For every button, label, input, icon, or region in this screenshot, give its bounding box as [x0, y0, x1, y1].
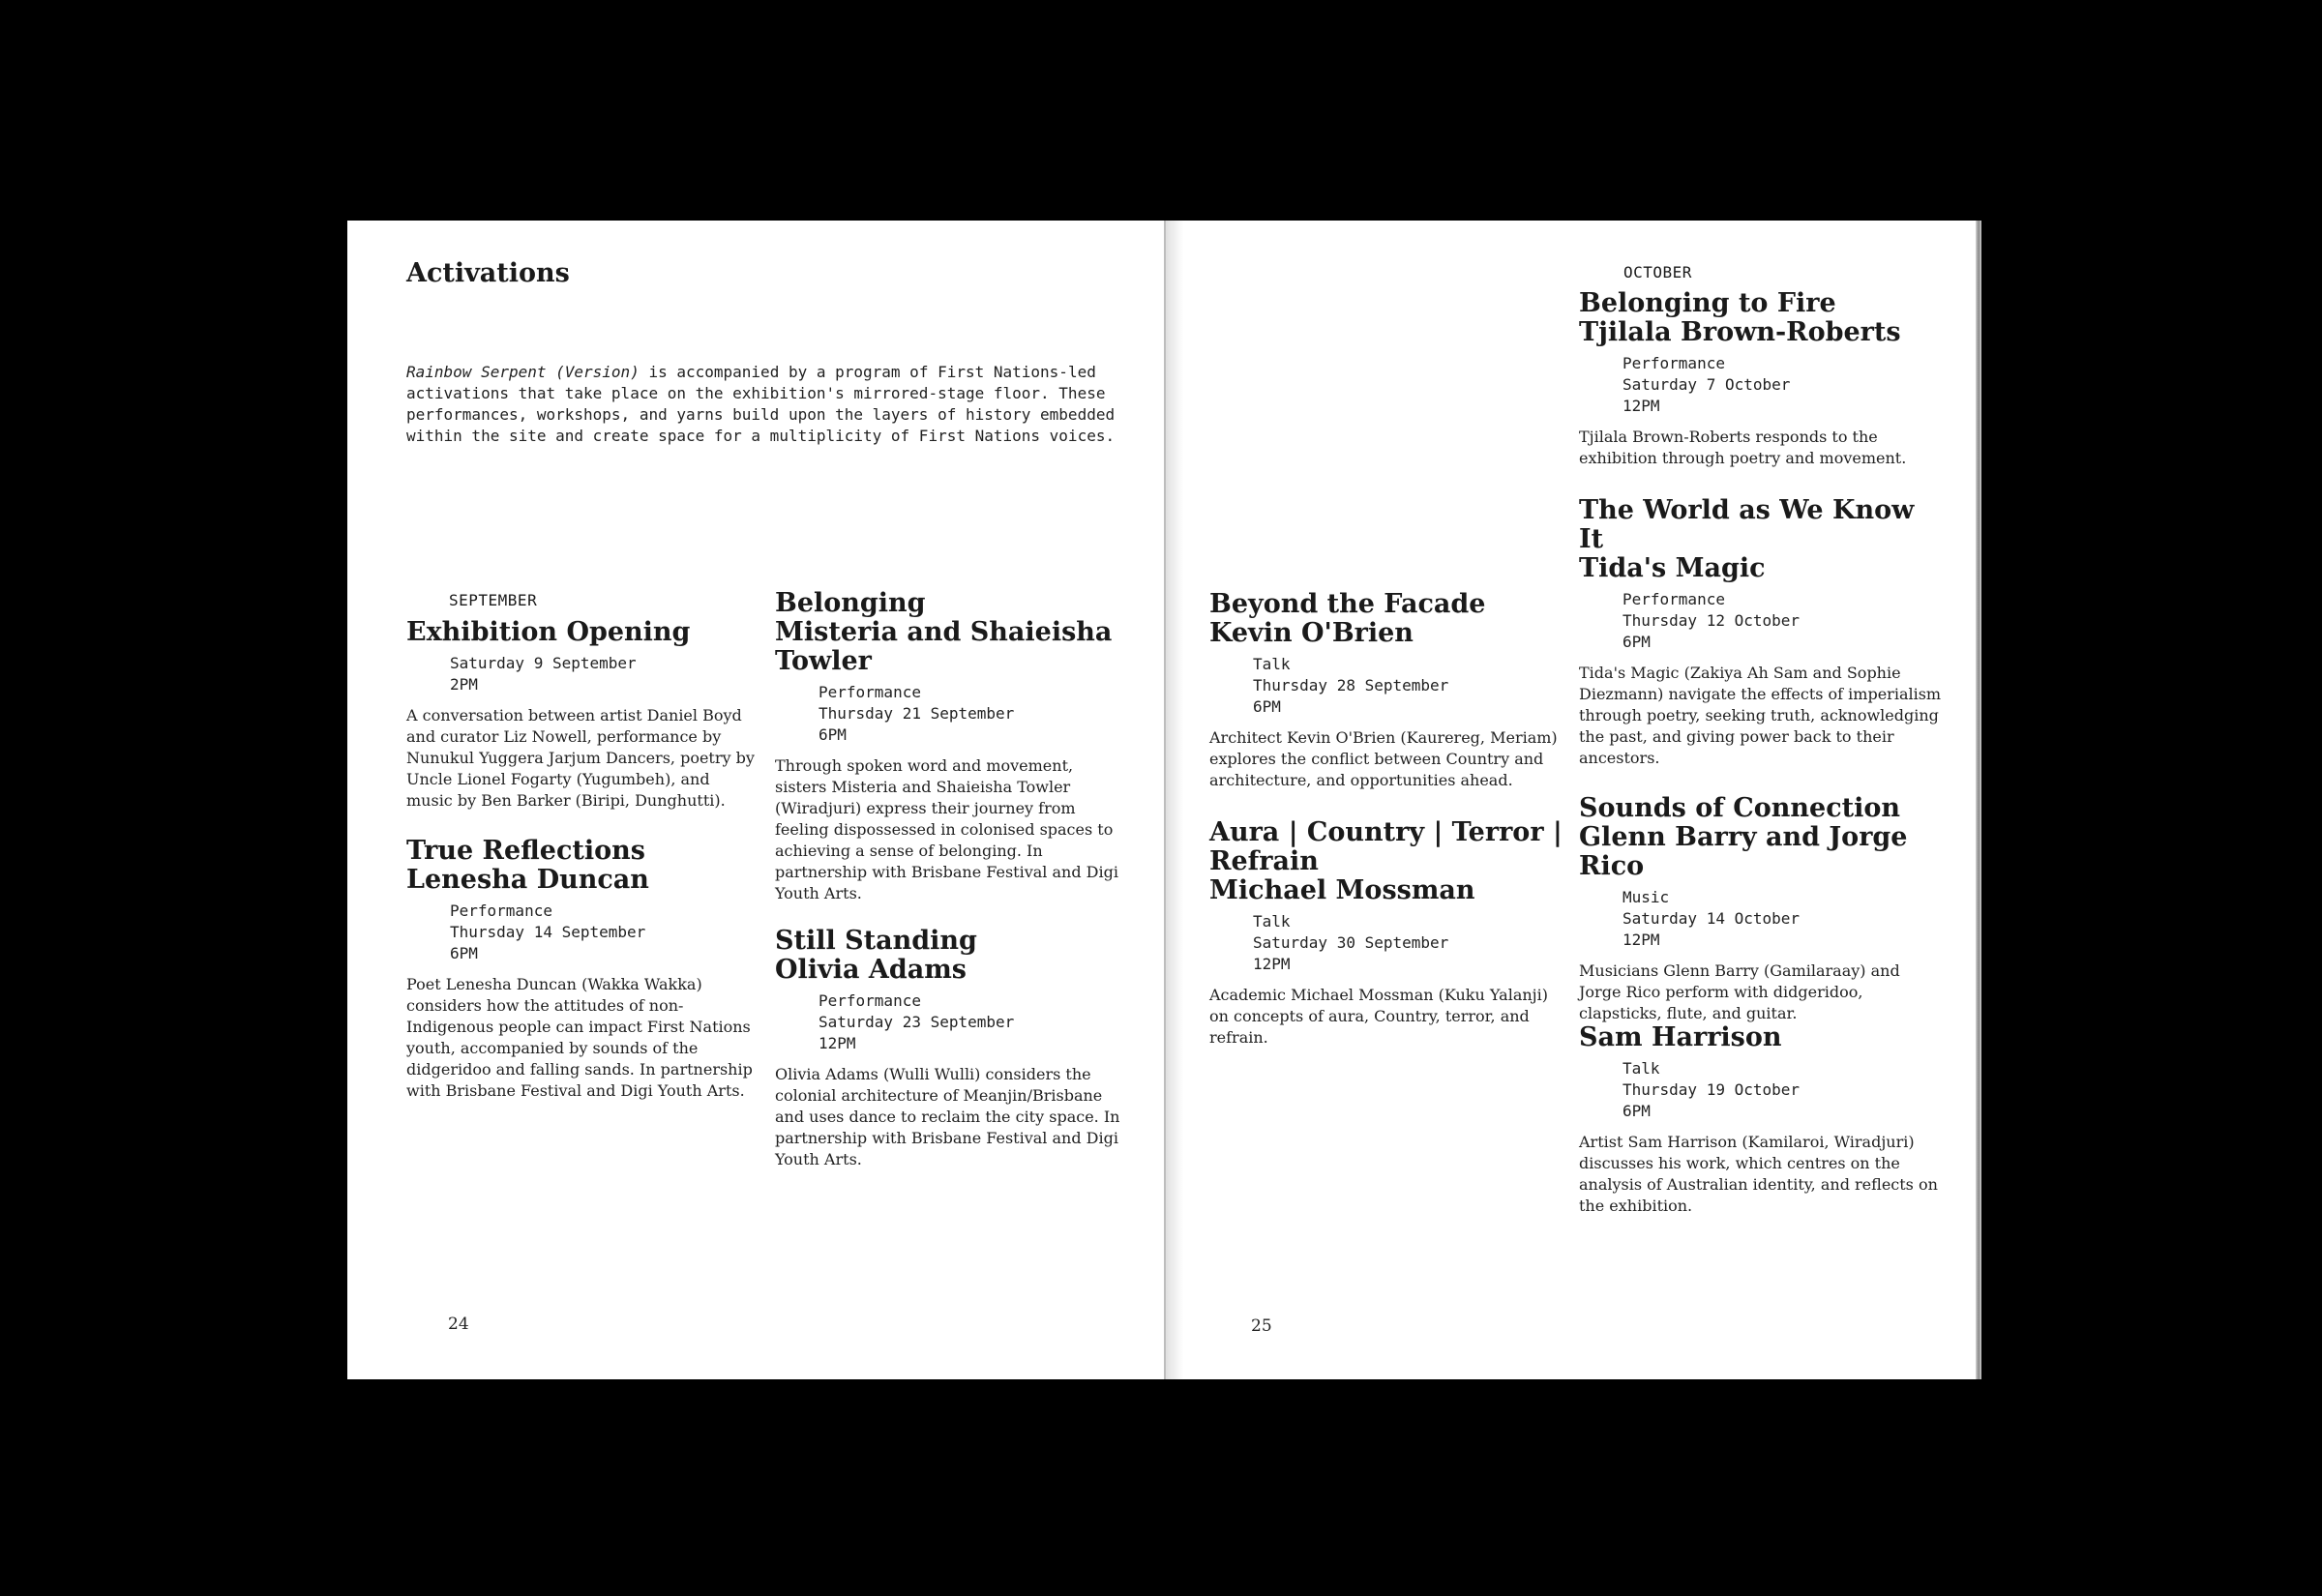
event-date: Thursday 12 October	[1622, 611, 1801, 630]
event-date: Saturday 7 October	[1622, 375, 1791, 394]
event-sam-harrison	[1579, 1023, 1942, 1217]
event-type: Performance	[1622, 590, 1725, 608]
event-date: Saturday 9 September	[450, 654, 637, 672]
event-description: Tjilala Brown-Roberts responds to the exhibition through poetry and movement.	[1579, 428, 1907, 467]
event-belonging	[775, 589, 1123, 904]
left-page	[347, 221, 1164, 1379]
event-time: 12PM	[819, 1034, 856, 1052]
event-title-line: Kevin O'Brien	[1209, 618, 1414, 648]
event-title-line: Still Standing	[775, 926, 977, 956]
event-still-standing	[775, 927, 1123, 1170]
event-title	[1579, 289, 1942, 347]
event-title	[775, 589, 1123, 676]
event-description: Architect Kevin O'Brien (Kaurereg, Meriam) explores the conflict between Country and architecture, and opportunities ahead.	[1209, 728, 1558, 789]
event-time: 2PM	[450, 675, 478, 694]
event-title-line: Tjilala Brown-Roberts	[1579, 317, 1901, 347]
event-time: 6PM	[450, 944, 478, 962]
page-number: 24	[448, 1315, 469, 1334]
event-title-line: True Reflections	[406, 836, 645, 866]
event-date: Thursday 19 October	[1622, 1080, 1801, 1099]
event-title-line: Aura | Country | Terror |	[1209, 817, 1563, 847]
event-title	[1209, 818, 1567, 905]
event-time: 6PM	[1622, 1102, 1651, 1120]
page-number: 25	[1251, 1316, 1272, 1336]
event-title	[1209, 590, 1567, 648]
event-title-line: Misteria and Shaieisha	[775, 617, 1113, 647]
event-title	[406, 837, 755, 895]
event-sounds-of-connection	[1579, 794, 1942, 1024]
event-true-reflections	[406, 837, 755, 1102]
event-exhibition-opening	[406, 618, 755, 812]
event-title-line: Tida's Magic	[1579, 553, 1766, 583]
event-aura-country-terror-refrain	[1209, 818, 1567, 1049]
event-title-line: Michael Mossman	[1209, 875, 1475, 905]
spine-shadow	[1166, 221, 1183, 1379]
event-description: A conversation between artist Daniel Boyd and curator Liz Nowell, performance by Nunukul Yuggera Jarjum Dancers, poetry by Uncle Lionel Fogarty (Yugumbeh), and music by Ben Barker (Biripi, Dunghutti).	[406, 706, 755, 810]
intro-italic-title: Rainbow Serpent (Version)	[406, 363, 640, 381]
event-date: Thursday 28 September	[1253, 676, 1449, 695]
event-type: Music	[1622, 888, 1670, 906]
event-description: Tida's Magic (Zakiya Ah Sam and Sophie Diezmann) navigate the effects of imperialism through poetry, seeking truth, acknowledging the past, and giving power back to their ancestors.	[1579, 664, 1942, 767]
event-meta	[406, 901, 755, 964]
event-title-line: Refrain	[1209, 846, 1319, 876]
event-date: Thursday 21 September	[819, 704, 1015, 723]
event-time: 12PM	[1253, 955, 1291, 973]
event-meta	[1209, 654, 1567, 718]
event-title-line: Belonging to Fire	[1579, 288, 1836, 318]
event-title	[1579, 794, 1942, 881]
event-description: Musicians Glenn Barry (Gamilaraay) and Jorge Rico perform with didgeridoo, clapsticks, flute, and guitar.	[1579, 961, 1900, 1022]
event-meta	[775, 990, 1123, 1054]
page-heading: Activations	[406, 258, 570, 288]
event-meta	[1579, 1058, 1942, 1122]
event-description: Academic Michael Mossman (Kuku Yalanji) on concepts of aura, Country, terror, and refrain.	[1209, 986, 1548, 1047]
event-description: Poet Lenesha Duncan (Wakka Wakka) considers how the attitudes of non-Indigenous people can impact First Nations youth, accompanied by sounds of the didgeridoo and falling sands. In partnership with Brisbane Festival and Digi Youth Arts.	[406, 975, 753, 1100]
event-title-line: Glenn Barry and Jorge Rico	[1579, 822, 1908, 881]
event-type: Performance	[819, 683, 921, 701]
event-date: Saturday 30 September	[1253, 933, 1449, 952]
event-title-line: Sounds of Connection	[1579, 793, 1901, 823]
event-date: Saturday 23 September	[819, 1013, 1015, 1031]
event-description: Olivia Adams (Wulli Wulli) considers the colonial architecture of Meanjin/Brisbane and uses dance to reclaim the city space. In partnership with Brisbane Festival and Digi Youth Arts.	[775, 1065, 1120, 1168]
event-time: 6PM	[1622, 633, 1651, 651]
event-title-line: Belonging	[775, 588, 926, 618]
event-date: Thursday 14 September	[450, 923, 646, 941]
event-title-line: Beyond the Facade	[1209, 589, 1486, 619]
event-title-line: Sam Harrison	[1579, 1022, 1782, 1052]
event-title	[1579, 496, 1942, 583]
intro-paragraph	[406, 362, 1122, 447]
event-title	[775, 927, 1123, 985]
event-type: Talk	[1253, 912, 1291, 931]
event-title-line: Towler	[775, 646, 872, 676]
event-time: 6PM	[819, 725, 847, 744]
event-title-line: Exhibition Opening	[406, 617, 691, 647]
event-meta	[1579, 589, 1942, 653]
event-type: Performance	[450, 901, 552, 920]
event-title	[406, 618, 755, 647]
event-meta	[1579, 353, 1942, 417]
event-time: 12PM	[1622, 931, 1660, 949]
event-description: Artist Sam Harrison (Kamilaroi, Wiradjuri) discusses his work, which centres on the analysis of Australian identity, and reflects on the exhibition.	[1579, 1133, 1938, 1215]
event-time: 12PM	[1622, 397, 1660, 415]
event-meta	[406, 653, 755, 695]
event-type: Talk	[1253, 655, 1291, 673]
right-page	[1164, 221, 1981, 1379]
event-beyond-the-facade	[1209, 590, 1567, 791]
event-description: Through spoken word and movement, sisters Misteria and Shaieisha Towler (Wiradjuri) express their journey from feeling dispossessed in colonised spaces to achieving a sense of belonging. In partnership with Brisbane Festival and Digi Youth Arts.	[775, 756, 1118, 902]
event-meta	[775, 682, 1123, 746]
event-meta	[1209, 911, 1567, 975]
event-type: Performance	[819, 991, 921, 1010]
event-date: Saturday 14 October	[1622, 909, 1801, 928]
event-title-line: Lenesha Duncan	[406, 865, 649, 895]
event-title-line: The World as We Know It	[1579, 495, 1915, 554]
event-meta	[1579, 887, 1942, 951]
event-belonging-to-fire	[1579, 289, 1942, 469]
month-label-september: SEPTEMBER	[449, 591, 538, 609]
event-type: Talk	[1622, 1059, 1660, 1078]
event-type: Performance	[1622, 354, 1725, 372]
event-the-world-as-we-know-it	[1579, 496, 1942, 769]
event-title-line: Olivia Adams	[775, 955, 967, 985]
event-time: 6PM	[1253, 697, 1281, 716]
month-label-october: OCTOBER	[1623, 263, 1692, 281]
event-title	[1579, 1023, 1942, 1052]
intro-text: is accompanied by a program of First Nations-led activations that take place on the exhibition's mirrored-stage floor. These performances, workshops, and yarns build upon the layers of history embedded within the site and create space for a multiplicity of First Nations voices.	[406, 363, 1116, 445]
